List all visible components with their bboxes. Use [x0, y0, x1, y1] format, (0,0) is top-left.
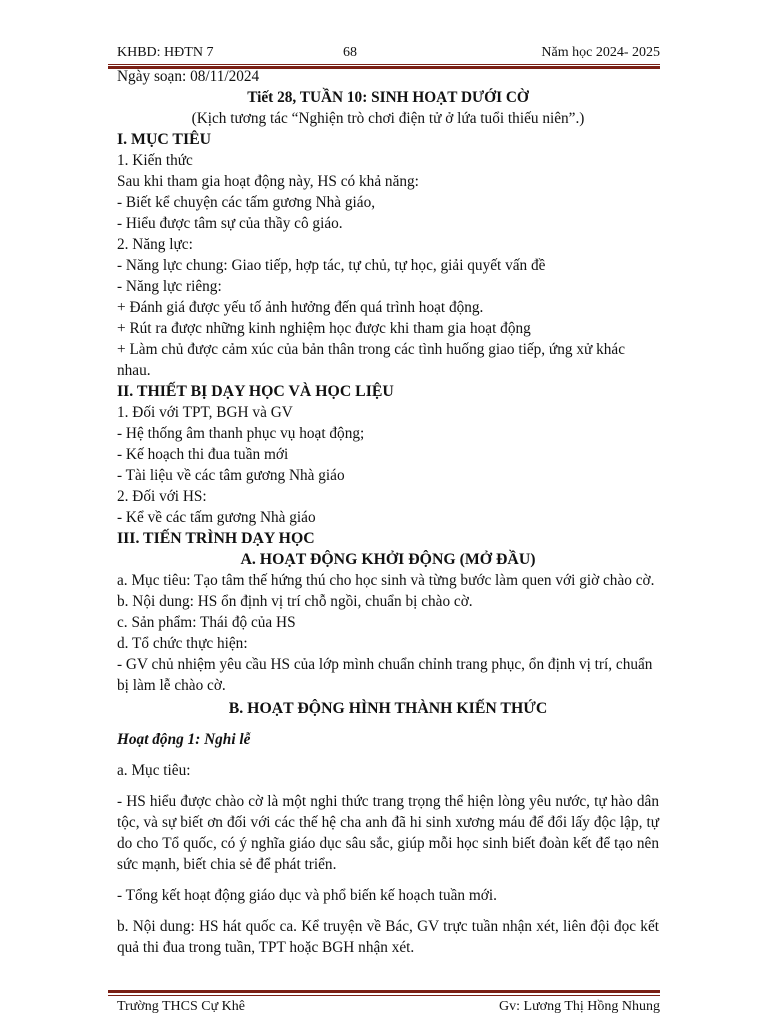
section-heading: II. THIẾT BỊ DẠY HỌC VÀ HỌC LIỆU	[117, 383, 394, 400]
subsection-heading: 1. Đối với TPT, BGH và GV	[117, 404, 293, 421]
list-item: - Năng lực chung: Giao tiếp, hợp tác, tự chủ, tự học, giải quyết vấn đề	[117, 257, 546, 274]
paragraph: - HS hiểu được chào cờ là một nghi thức trang trọng thể hiện lòng yêu nước, tự hào dân tộc, và sự biết ơn đối với các thế hệ cha anh đã hi sinh xương máu để đổi lấy độc lập, tự do cho Tổ quốc, có ý nghĩa giáo dục sâu sắc, giúp mỗi học sinh biết đoàn kết để tạo nên sức mạnh, biết chia sẻ để phát triển.	[117, 793, 659, 873]
footer-teacher: Gv: Lương Thị Hồng Nhung	[499, 999, 660, 1014]
list-item: - Kể về các tấm gương Nhà giáo	[117, 509, 316, 526]
list-item: - Năng lực riêng:	[117, 278, 222, 295]
subsection-heading: 2. Năng lực:	[117, 236, 193, 253]
header-school-year: Năm học 2024- 2025	[541, 45, 660, 60]
paragraph: b. Nội dung: HS ổn định vị trí chỗ ngồi, chuẩn bị chào cờ.	[117, 593, 473, 610]
section-heading: III. TIẾN TRÌNH DẠY HỌC	[117, 530, 315, 547]
lesson-subtitle: (Kịch tương tác “Nghiện trò chơi điện tử ở lứa tuổi thiếu niên”.)	[191, 110, 585, 127]
paragraph: c. Sản phẩm: Thái độ của HS	[117, 614, 296, 631]
prep-date: Ngày soạn: 08/11/2024	[117, 68, 260, 85]
page-number: 68	[343, 45, 357, 60]
activity-title: Hoạt động 1: Nghi lễ	[117, 731, 251, 748]
activity-heading: B. HOẠT ĐỘNG HÌNH THÀNH KIẾN THỨC	[228, 700, 548, 717]
paragraph: - GV chủ nhiệm yêu cầu HS của lớp mình chuẩn chỉnh trang phục, ổn định vị trí, chuẩn bị làm lễ chào cờ.	[117, 656, 653, 694]
paragraph: Sau khi tham gia hoạt động này, HS có khả năng:	[117, 173, 419, 190]
paragraph: b. Nội dung: HS hát quốc ca. Kể truyện về Bác, GV trực tuần nhận xét, liên đội đọc kết quả thi đua trong tuần, TPT hoặc BGH nhận xét.	[117, 918, 659, 956]
list-item: + Làm chủ được cảm xúc của bản thân trong các tình huống giao tiếp, ứng xử khác nhau.	[117, 341, 625, 379]
section-heading: I. MỤC TIÊU	[117, 131, 212, 148]
list-item: + Rút ra được những kinh nghiệm học được khi tham gia hoạt động	[117, 320, 531, 337]
list-item: + Đánh giá được yếu tố ảnh hưởng đến quá trình hoạt động.	[117, 299, 484, 316]
lesson-title: Tiết 28, TUẦN 10: SINH HOẠT DƯỚI CỜ	[247, 89, 529, 106]
subsection-heading: 2. Đối với HS:	[117, 488, 207, 505]
page-header	[117, 42, 660, 64]
list-item: - Kế hoạch thi đua tuần mới	[117, 446, 289, 463]
header-rule-thin	[108, 64, 660, 65]
paragraph: a. Mục tiêu:	[117, 762, 191, 779]
paragraph: - Tổng kết hoạt động giáo dục và phổ biến kế hoạch tuần mới.	[117, 887, 497, 904]
header-subject: KHBD: HĐTN 7	[117, 45, 214, 60]
list-item: - Tài liệu về các tâm gương Nhà giáo	[117, 467, 345, 484]
document-body	[117, 66, 659, 958]
page-footer	[117, 996, 660, 1018]
paragraph: a. Mục tiêu: Tạo tâm thế hứng thú cho học sinh và từng bước làm quen với giờ chào cờ.	[117, 572, 655, 589]
list-item: - Biết kể chuyện các tấm gương Nhà giáo,	[117, 194, 376, 211]
subsection-heading: 1. Kiến thức	[117, 152, 193, 169]
activity-heading: A. HOẠT ĐỘNG KHỞI ĐỘNG (MỞ ĐẦU)	[240, 551, 536, 568]
list-item: - Hiểu được tâm sự của thầy cô giáo.	[117, 215, 343, 232]
footer-school: Trường THCS Cự Khê	[117, 999, 245, 1014]
footer-rule-thick	[108, 990, 660, 993]
list-item: - Hệ thống âm thanh phục vụ hoạt động;	[117, 425, 365, 442]
paragraph: d. Tổ chức thực hiện:	[117, 635, 248, 652]
